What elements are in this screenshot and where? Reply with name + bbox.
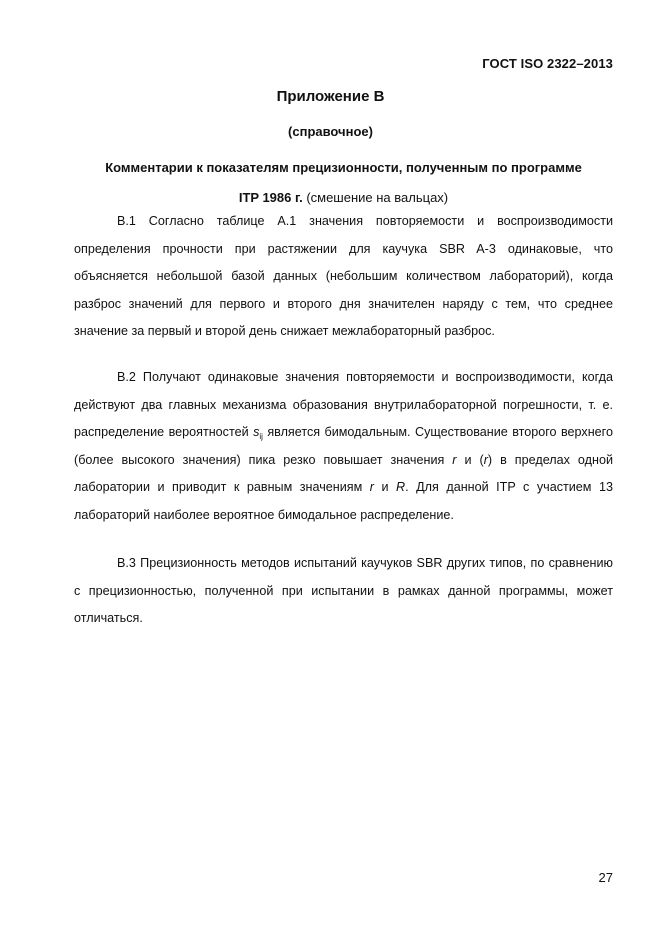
p2-text-b: является бимодальным. Существование второго верхнего (более высокого значения) пика резко повышает значения bbox=[74, 425, 613, 467]
comment-title-line1: Комментарии к показателям прецизионности, полученным по программе bbox=[105, 160, 582, 175]
p2-text-f: . Для данной ITP с участием 13 лабораторий наиболее вероятное бимодальное распределение. bbox=[74, 480, 613, 522]
comment-title-note: (смешение на вальцах) bbox=[302, 190, 449, 205]
appendix-title: Приложение В bbox=[276, 88, 385, 105]
paragraph-b1: В.1 Согласно таблице А.1 значения повторяемости и воспроизводимости определения прочности при растяжении для каучука SBR A-3 одинаковые, что объясняется небольшой базой данных (небольшим количеством лабораторий), когда разброс значений для первого и второго дня значителен наряду с тем, что среднее значение за первый и второй день снижает межлабораторный разброс. bbox=[74, 214, 613, 338]
p2-text-e: и bbox=[373, 480, 397, 494]
comment-title bbox=[74, 153, 613, 213]
p2-text-d: ) в пределах одной лаборатории и приводит к равным значениям bbox=[74, 452, 613, 494]
p2-symbol-r3: r bbox=[369, 480, 374, 494]
p2-symbol-r1: r bbox=[452, 452, 457, 467]
p2-symbol-s: s bbox=[253, 425, 260, 439]
p2-symbol-r2: r bbox=[483, 452, 488, 467]
page-number: 27 bbox=[598, 870, 613, 885]
p2-symbol-R: R bbox=[396, 480, 406, 494]
p2-text-c: и ( bbox=[456, 452, 484, 467]
document-header-id: ГОСТ ISO 2322–2013 bbox=[482, 56, 613, 71]
appendix-kind: (справочное) bbox=[288, 124, 373, 139]
p2-subscript-ij: ij bbox=[259, 432, 263, 441]
paragraph-b3: В.3 Прецизионность методов испытаний каучуков SBR других типов, по сравнению с прецизионностью, полученной при испытании в рамках данной программы, может отличаться. bbox=[74, 556, 613, 625]
p2-text-a: В.2 Получают одинаковые значения повторяемости и воспроизводимости, когда действуют два главных механизма образования внутрилабораторной погрешности, т. е. распределение вероятностей bbox=[74, 370, 613, 439]
comment-title-program: ITP 1986 г. bbox=[238, 190, 303, 205]
paragraph-b2 bbox=[74, 364, 613, 529]
